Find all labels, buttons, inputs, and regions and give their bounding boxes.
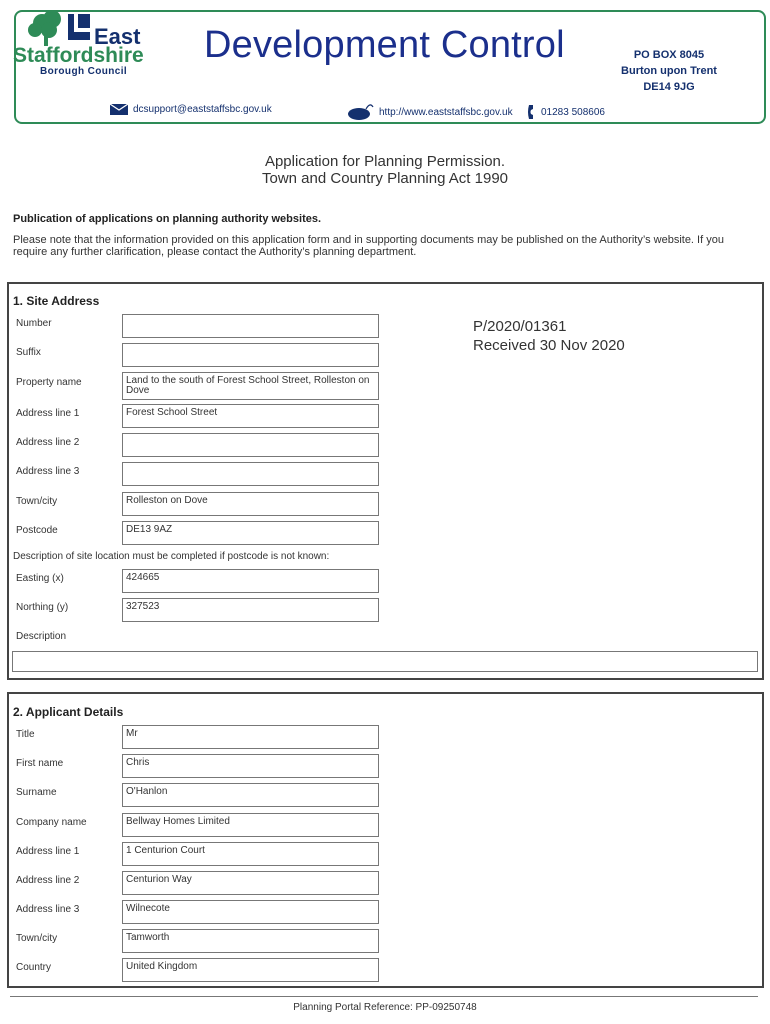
page-title: Development Control <box>204 24 565 66</box>
website-contact[interactable] <box>348 104 513 120</box>
mouse-icon <box>348 104 374 120</box>
applicant-address-line1-field[interactable]: 1 Centurion Court <box>122 842 379 866</box>
field-label: Suffix <box>16 347 41 358</box>
application-reference: P/2020/01361 <box>473 318 567 335</box>
field-label: Description <box>16 631 67 642</box>
logo-east-text: East <box>94 24 141 49</box>
site-address-line1-field[interactable]: Forest School Street <box>122 404 379 428</box>
easting-field[interactable]: 424665 <box>122 569 379 593</box>
envelope-icon <box>110 104 128 115</box>
postcode-field[interactable]: DE13 9AZ <box>122 521 379 545</box>
footer-divider <box>10 996 758 997</box>
site-address-line3-field[interactable] <box>122 462 379 486</box>
field-label: Address line 2 <box>16 437 80 448</box>
field-label: Address line 3 <box>16 466 80 477</box>
field-label: Company name <box>16 817 87 828</box>
number-field[interactable] <box>122 314 379 338</box>
address-line: PO BOX 8045 <box>633 49 705 61</box>
applicant-town-field[interactable]: Tamworth <box>122 929 379 953</box>
address-line: DE14 9JG <box>643 81 695 93</box>
field-label: Property name <box>16 377 82 388</box>
field-label: Surname <box>16 787 57 798</box>
logo-borough-text: Borough Council <box>40 66 128 77</box>
site-town-field[interactable]: Rolleston on Dove <box>122 492 379 516</box>
email-contact[interactable] <box>110 104 272 115</box>
property-name-field[interactable]: Land to the south of Forest School Street, Rolleston on Dove <box>122 372 379 400</box>
address-line: Burton upon Trent <box>621 65 717 77</box>
field-label: Postcode <box>16 525 58 536</box>
portal-reference: Planning Portal Reference: PP-09250748 <box>293 1002 477 1013</box>
field-label: Town/city <box>16 496 58 507</box>
form-heading-line2: Town and Country Planning Act 1990 <box>262 170 508 187</box>
publication-title: Publication of applications on planning authority websites. <box>13 213 322 225</box>
applicant-address-line2-field[interactable]: Centurion Way <box>122 871 379 895</box>
phone-icon <box>527 104 536 120</box>
form-heading-line1: Application for Planning Permission. <box>264 153 506 170</box>
form-heading <box>0 153 770 187</box>
applicant-section <box>7 692 764 988</box>
field-label: Number <box>16 318 52 329</box>
field-label: Northing (y) <box>16 602 69 613</box>
field-label: Country <box>16 962 52 973</box>
received-date: Received 30 Nov 2020 <box>473 337 625 354</box>
phone-number: 01283 508606 <box>541 106 605 118</box>
applicant-title-field[interactable]: Mr <box>122 725 379 749</box>
field-label: Easting (x) <box>16 573 64 584</box>
phone-contact <box>527 104 605 120</box>
company-name-field[interactable]: Bellway Homes Limited <box>122 813 379 837</box>
field-label: Address line 2 <box>16 875 80 886</box>
field-label: Address line 1 <box>16 846 80 857</box>
publication-text: Please note that the information provided on this application form and in supporting documents may be published on the Authority’s website. If you require any further clarification, please contact the Authority’s planning department. <box>13 234 724 258</box>
website-link[interactable]: http://www.eaststaffsbc.gov.uk <box>379 106 513 118</box>
email-link[interactable]: dcsupport@eaststaffsbc.gov.uk <box>133 104 272 115</box>
applicant-address-line3-field[interactable]: Wilnecote <box>122 900 379 924</box>
field-label: Address line 1 <box>16 408 80 419</box>
site-address-line2-field[interactable] <box>122 433 379 457</box>
logo-staffordshire-text: Staffordshire <box>13 44 144 67</box>
surname-field[interactable]: O'Hanlon <box>122 783 379 807</box>
field-label: Town/city <box>16 933 58 944</box>
section-title: 1. Site Address <box>13 294 100 308</box>
description-field[interactable] <box>12 651 758 672</box>
field-label: Address line 3 <box>16 904 80 915</box>
location-note: Description of site location must be completed if postcode is not known: <box>13 551 330 562</box>
field-label: Title <box>16 729 35 740</box>
country-field[interactable]: United Kingdom <box>122 958 379 982</box>
suffix-field[interactable] <box>122 343 379 367</box>
first-name-field[interactable]: Chris <box>122 754 379 778</box>
northing-field[interactable]: 327523 <box>122 598 379 622</box>
postal-address <box>604 47 734 95</box>
section-title: 2. Applicant Details <box>13 705 124 719</box>
site-address-section <box>7 282 764 680</box>
field-label: First name <box>16 758 64 769</box>
